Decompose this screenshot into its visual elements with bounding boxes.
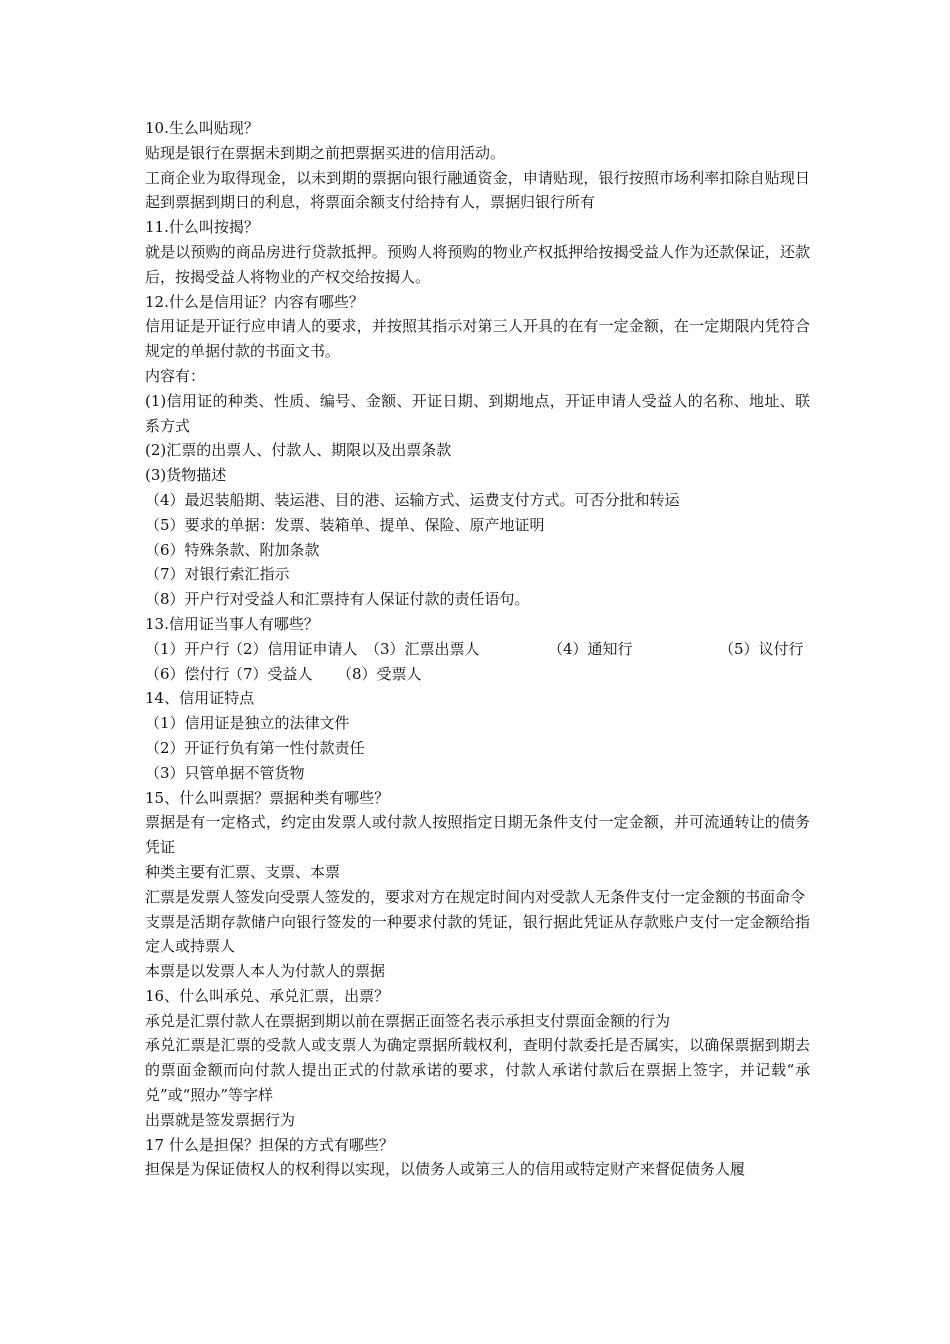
question-15: 15、什么叫票据？票据种类有哪些？	[145, 788, 390, 807]
answer-12-item-3: (3)货物描述	[145, 466, 227, 485]
answer-12-definition: 信用证是开证行应申请人的要求，并按照其指示对第三人开具的在有一定金额，在一定期限内凭符合规定的单据付款的书面文书。	[145, 317, 810, 361]
answer-12-content-heading: 内容有：	[145, 366, 206, 385]
answer-15-types: 种类主要有汇票、支票、本票	[145, 862, 341, 881]
party-item: （6）偿付行	[145, 664, 230, 683]
answer-15-cheque: 支票是活期存款储户向银行签发的一种要求付款的凭证，银行据此凭证从存款账户支付一定金额给指定人或持票人	[145, 912, 810, 956]
question-12: 12.什么是信用证？内容有哪些？	[145, 292, 364, 311]
question-17: 17 什么是担保？担保的方式有哪些？	[145, 1135, 394, 1154]
answer-16-issuance: 出票就是签发票据行为	[145, 1110, 296, 1129]
answer-12-item-4: （4）最迟装船期、装运港、目的港、运输方式、运费支付方式。可否分批和转运	[145, 490, 680, 509]
party-item: （4）通知行	[548, 639, 633, 658]
answer-12-item-2: (2)汇票的出票人、付款人、期限以及出票条款	[145, 441, 452, 460]
answer-16-acceptance: 承兑是汇票付款人在票据到期以前在票据正面签名表示承担支付票面金额的行为	[145, 1011, 671, 1030]
answer-10-definition: 贴现是银行在票据未到期之前把票据买进的信用活动。	[145, 143, 506, 162]
answer-15-promissory-note: 本票是以发票人本人为付款人的票据	[145, 962, 386, 981]
party-item: （2）信用证申请人	[228, 639, 358, 658]
question-16: 16、什么叫承兑、承兑汇票，出票？	[145, 986, 390, 1005]
answer-12-item-1: (1)信用证的种类、性质、编号、金额、开证日期、到期地点，开证申请人受益人的名称、地址、联系方式	[145, 391, 810, 435]
party-item: （5）议付行	[719, 639, 804, 658]
answer-12-item-7: （7）对银行索汇指示	[145, 565, 290, 584]
parties-row-1	[145, 637, 810, 662]
question-13: 13.信用证当事人有哪些？	[145, 614, 319, 633]
answer-12-item-6: （6）特殊条款、附加条款	[145, 540, 320, 559]
answer-15-draft: 汇票是发票人签发向受票人签发的，要求对方在规定时间内对受款人无条件支付一定金额的书面命令	[145, 887, 806, 906]
answer-12-item-8: （8）开户行对受益人和汇票持有人保证付款的责任语句。	[145, 590, 530, 609]
party-item: （3）汇票出票人	[365, 639, 480, 658]
answer-10-detail: 工商企业为取得现金，以未到期的票据向银行融通资金，申请贴现，银行按照市场利率扣除自贴现日起到票据到期日的利息，将票面余额支付给持有人，票据归银行所有	[145, 168, 810, 212]
party-item: （8）受票人	[337, 664, 422, 683]
question-10: 10.生么叫贴现？	[145, 119, 259, 137]
party-item: （7）受益人	[228, 664, 313, 683]
document-page	[145, 116, 810, 1182]
question-14: 14、信用证特点	[145, 689, 255, 708]
answer-15-definition: 票据是有一定格式，约定由发票人或付款人按照指定日期无条件支付一定金额，并可流通转让的债务凭证	[145, 813, 810, 857]
party-item: （1）开户行	[145, 639, 230, 658]
answer-14-item-1: （1）信用证是独立的法律文件	[145, 714, 350, 733]
question-11: 11.什么叫按揭？	[145, 218, 259, 237]
answer-11: 就是以预购的商品房进行贷款抵押。预购人将预购的物业产权抵押给按揭受益人作为还款保证，还款后，按揭受益人将物业的产权交给按揭人。	[145, 242, 810, 286]
answer-16-acceptance-draft: 承兑汇票是汇票的受款人或支票人为确定票据所载权利，查明付款委托是否属实，以确保票据到期去的票面金额而向付款人提出正式的付款承诺的要求，付款人承诺付款后在票据上签字，并记载“承兑”或“照办”等字样	[145, 1036, 810, 1105]
answer-12-item-5: （5）要求的单据：发票、装箱单、提单、保险、原产地证明	[145, 515, 545, 534]
parties-row-2	[145, 662, 810, 687]
answer-17-definition: 担保是为保证债权人的权利得以实现，以债务人或第三人的信用或特定财产来督促债务人履	[145, 1160, 746, 1179]
answer-14-item-2: （2）开证行负有第一性付款责任	[145, 738, 365, 757]
answer-14-item-3: （3）只管单据不管货物	[145, 763, 305, 782]
